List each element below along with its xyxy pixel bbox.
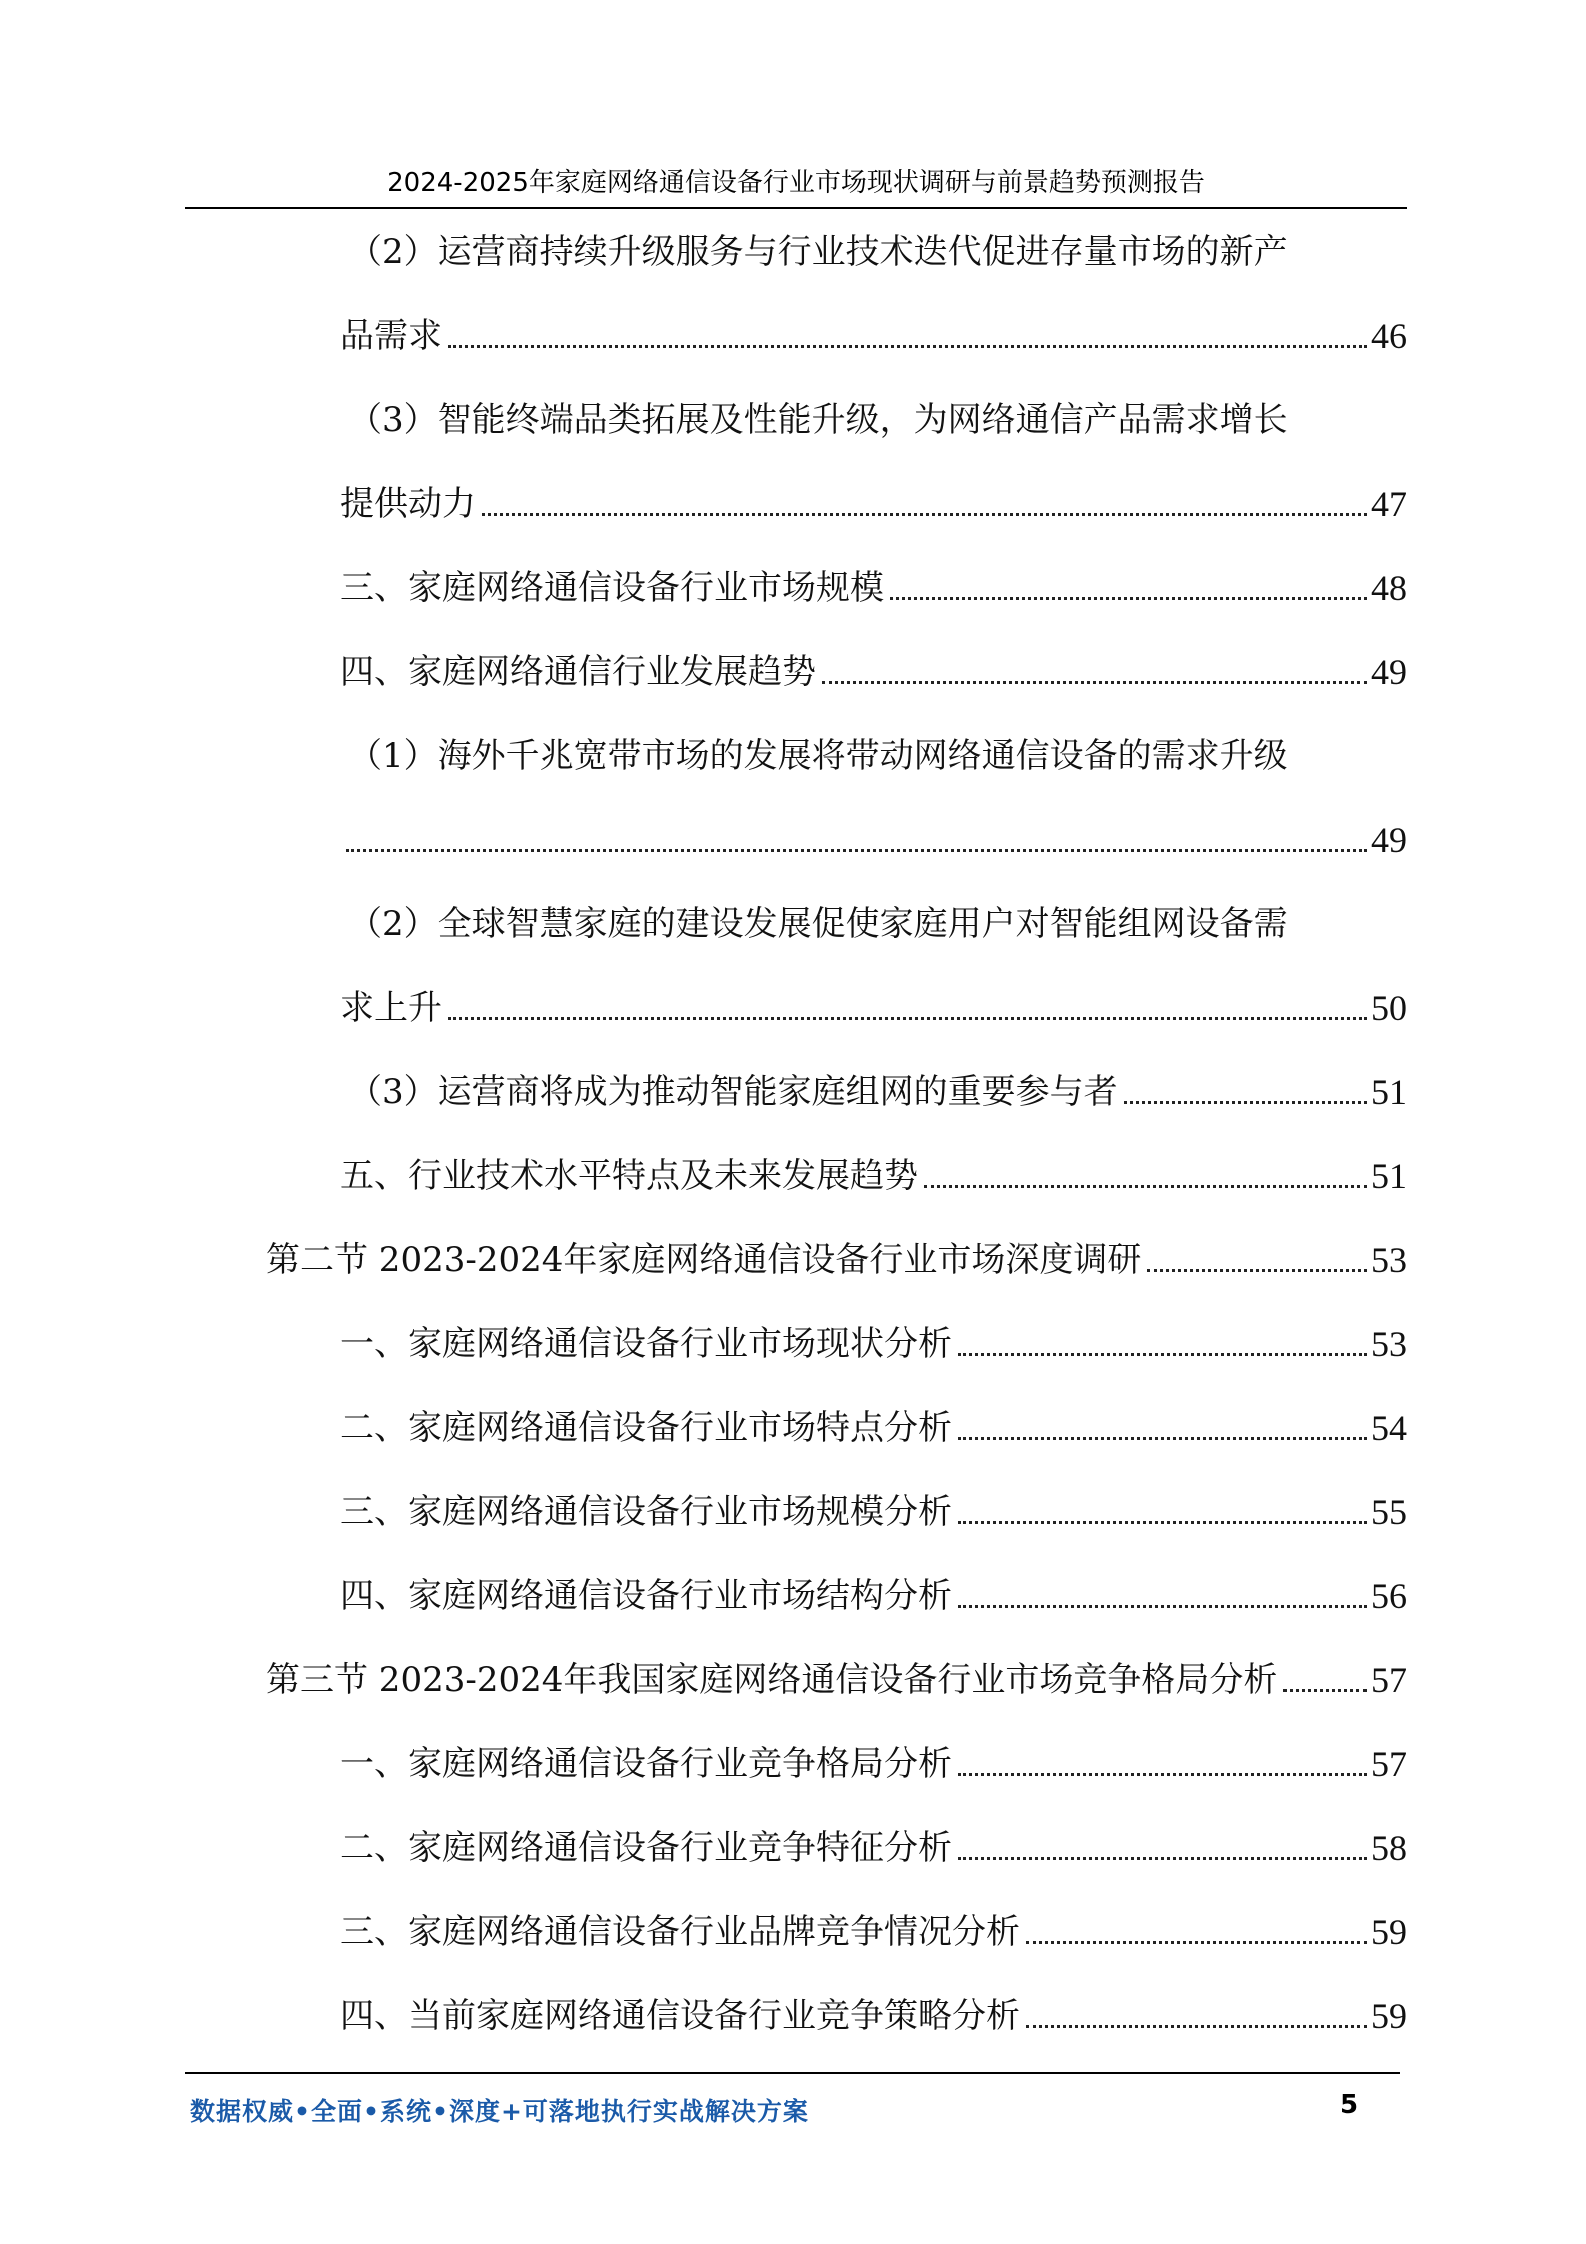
- toc-entry-title: 二、家庭网络通信设备行业竞争特征分析: [340, 1828, 952, 1868]
- toc-leader-dots: [346, 849, 1367, 852]
- toc-entry[interactable]: [348, 1068, 1407, 1116]
- toc-page-number: 56: [1371, 1576, 1407, 1616]
- toc-leader-dots: [924, 1185, 1367, 1188]
- toc-entry[interactable]: [340, 816, 1407, 864]
- toc-leader-dots: [448, 1017, 1367, 1020]
- toc-page-number: 57: [1371, 1660, 1407, 1700]
- toc-leader-dots: [958, 1353, 1367, 1356]
- toc-page-number: 57: [1371, 1744, 1407, 1784]
- toc-entry[interactable]: [340, 1152, 1407, 1200]
- footer-slogan: 数据权威•全面•系统•深度+可落地执行实战解决方案: [190, 2097, 809, 2126]
- toc-entry[interactable]: [340, 1488, 1407, 1536]
- toc-entry-title: 四、当前家庭网络通信设备行业竞争策略分析: [340, 1996, 1020, 2036]
- toc-page-number: 53: [1371, 1240, 1407, 1280]
- toc-entry[interactable]: [340, 1824, 1407, 1872]
- toc-leader-dots: [482, 513, 1367, 516]
- toc-entry[interactable]: [340, 1404, 1407, 1452]
- toc-entry-line1[interactable]: （2）全球智慧家庭的建设发展促使家庭用户对智能组网设备需: [348, 904, 1288, 944]
- toc-page-number: 59: [1371, 1912, 1407, 1952]
- toc-page-number: 50: [1371, 988, 1407, 1028]
- toc-leader-dots: [822, 681, 1367, 684]
- toc-entry-title: 四、家庭网络通信设备行业市场结构分析: [340, 1576, 952, 1616]
- toc-entry-title: （3）运营商将成为推动智能家庭组网的重要参与者: [348, 1072, 1118, 1112]
- toc-page-number: 53: [1371, 1324, 1407, 1364]
- toc-page-number: 49: [1371, 820, 1407, 860]
- toc-entry-title: 五、行业技术水平特点及未来发展趋势: [340, 1156, 918, 1196]
- toc-leader-dots: [1026, 1941, 1367, 1944]
- toc-leader-dots: [1124, 1101, 1367, 1104]
- footer-page-number: 5: [1340, 2090, 1359, 2120]
- toc-entry[interactable]: [340, 564, 1407, 612]
- toc-entry[interactable]: [340, 312, 1407, 360]
- toc-entry[interactable]: [340, 1992, 1407, 2040]
- toc-page-number: 47: [1371, 484, 1407, 524]
- toc-entry-title: 二、家庭网络通信设备行业市场特点分析: [340, 1408, 952, 1448]
- toc-entry-title: 第三节 2023-2024年我国家庭网络通信设备行业市场竞争格局分析: [266, 1660, 1278, 1700]
- toc-leader-dots: [1026, 2025, 1367, 2028]
- toc-page-number: 54: [1371, 1408, 1407, 1448]
- toc-leader-dots: [958, 1857, 1367, 1860]
- footer-divider: [185, 2072, 1400, 2074]
- toc-entry-title: 品需求: [340, 316, 442, 356]
- toc-entry-title: 一、家庭网络通信设备行业市场现状分析: [340, 1324, 952, 1364]
- toc-leader-dots: [890, 597, 1367, 600]
- toc-entry-title: 三、家庭网络通信设备行业市场规模: [340, 568, 884, 608]
- toc-page-number: 46: [1371, 316, 1407, 356]
- toc-entry[interactable]: [340, 480, 1407, 528]
- toc-entry[interactable]: [340, 984, 1407, 1032]
- toc-entry-section[interactable]: [266, 1236, 1407, 1284]
- toc-leader-dots: [958, 1437, 1367, 1440]
- toc-page-number: 55: [1371, 1492, 1407, 1532]
- toc-entry-title: 第二节 2023-2024年家庭网络通信设备行业市场深度调研: [266, 1240, 1142, 1280]
- toc-page-number: 51: [1371, 1072, 1407, 1112]
- toc-page-number: 51: [1371, 1156, 1407, 1196]
- toc-entry-title: 一、家庭网络通信设备行业竞争格局分析: [340, 1744, 952, 1784]
- toc-leader-dots: [1283, 1689, 1367, 1692]
- header-divider: [185, 207, 1407, 209]
- page-header-title: 2024-2025年家庭网络通信设备行业市场现状调研与前景趋势预测报告: [387, 168, 1205, 198]
- toc-leader-dots: [448, 345, 1367, 348]
- toc-entry[interactable]: [340, 1320, 1407, 1368]
- toc-entry[interactable]: [340, 648, 1407, 696]
- toc-entry-title: 四、家庭网络通信行业发展趋势: [340, 652, 816, 692]
- toc-page-number: 49: [1371, 652, 1407, 692]
- toc-entry-line1[interactable]: （3）智能终端品类拓展及性能升级，为网络通信产品需求增长: [348, 400, 1288, 440]
- toc-leader-dots: [1147, 1269, 1367, 1272]
- toc-entry[interactable]: [340, 1908, 1407, 1956]
- toc-leader-dots: [958, 1605, 1367, 1608]
- toc-entry[interactable]: [340, 1740, 1407, 1788]
- toc-entry[interactable]: [340, 1572, 1407, 1620]
- toc-entry-title: 三、家庭网络通信设备行业品牌竞争情况分析: [340, 1912, 1020, 1952]
- toc-entry-title: 三、家庭网络通信设备行业市场规模分析: [340, 1492, 952, 1532]
- toc-page-number: 48: [1371, 568, 1407, 608]
- toc-entry-title: 提供动力: [340, 484, 476, 524]
- toc-entry-line1[interactable]: （2）运营商持续升级服务与行业技术迭代促进存量市场的新产: [348, 232, 1288, 272]
- toc-entry-title: 求上升: [340, 988, 442, 1028]
- toc-page-number: 59: [1371, 1996, 1407, 2036]
- toc-page-number: 58: [1371, 1828, 1407, 1868]
- toc-entry-line1[interactable]: （1）海外千兆宽带市场的发展将带动网络通信设备的需求升级: [348, 736, 1288, 776]
- toc-entry-section[interactable]: [266, 1656, 1407, 1704]
- toc-leader-dots: [958, 1521, 1367, 1524]
- toc-leader-dots: [958, 1773, 1367, 1776]
